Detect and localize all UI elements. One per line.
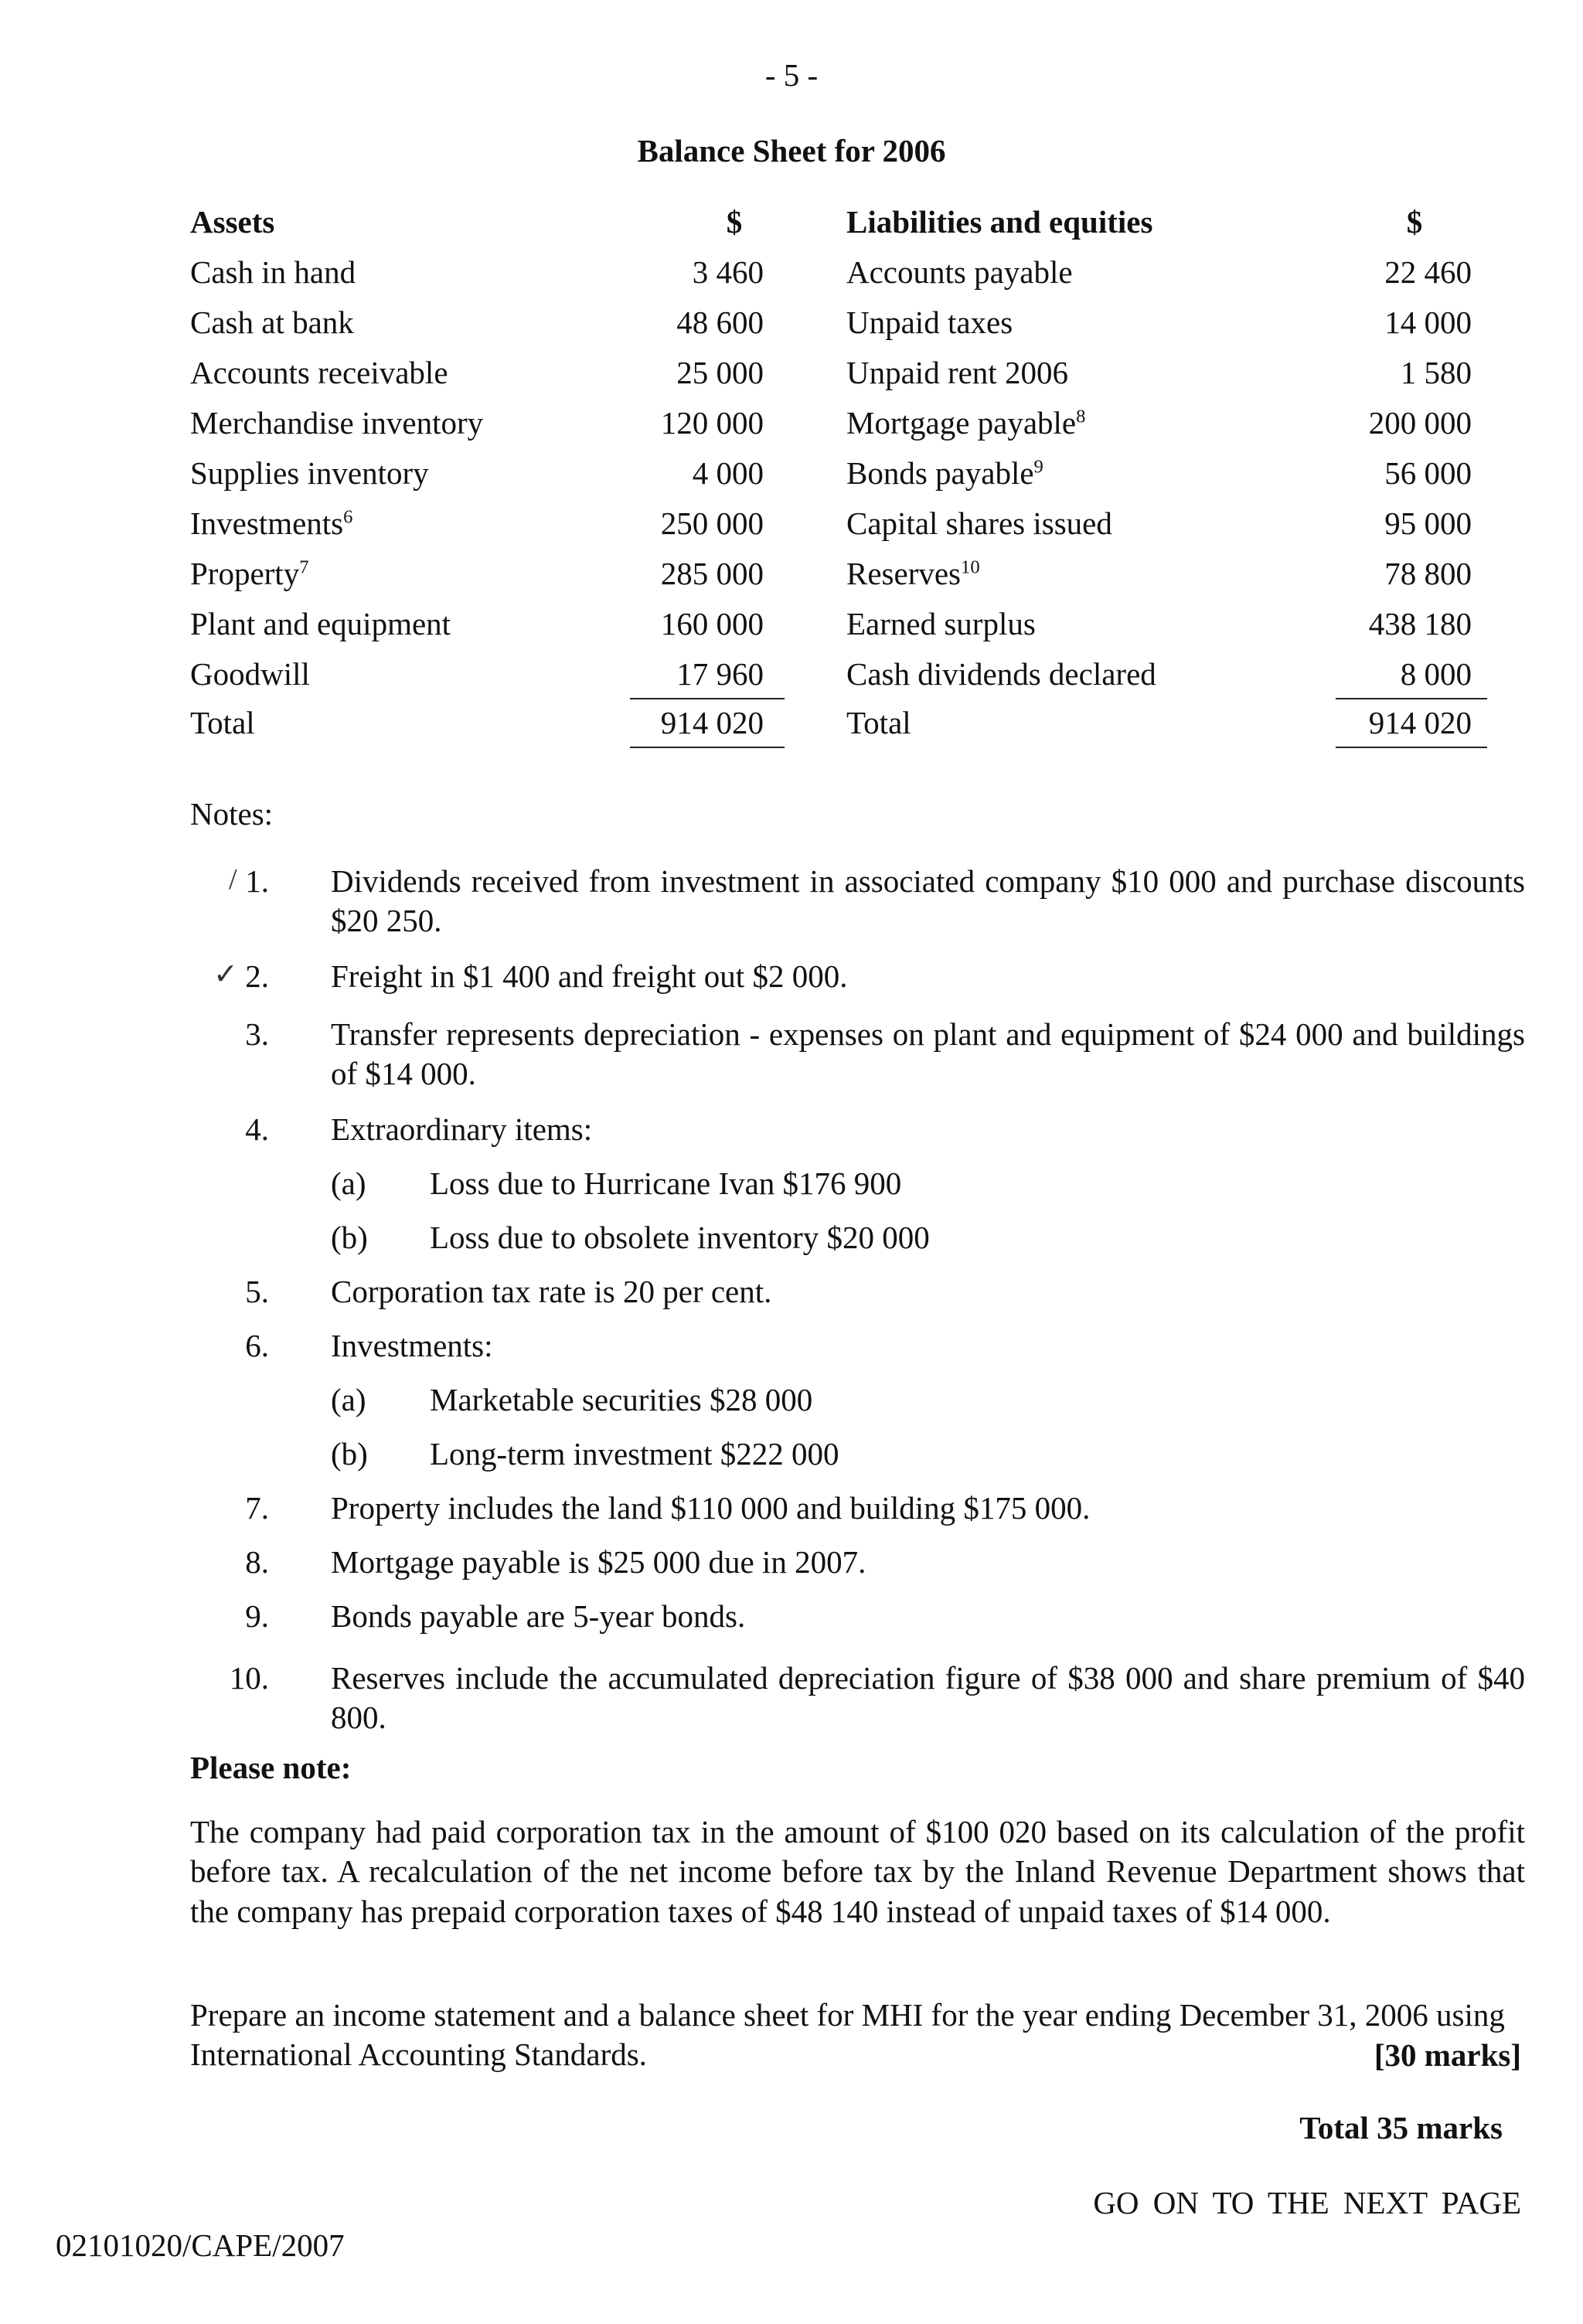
note-number: 9. xyxy=(245,1598,269,1634)
balance-sheet-header-row xyxy=(0,202,1583,253)
please-note-heading: Please note: xyxy=(190,1750,352,1785)
note-text: Mortgage payable is $25 000 due in 2007. xyxy=(331,1544,866,1580)
sub-item-label: (a) xyxy=(331,1382,366,1417)
liability-amount: 95 000 xyxy=(1384,505,1472,541)
footnote-ref: 6 xyxy=(343,506,353,528)
sub-item-text: Loss due to obsolete inventory $20 000 xyxy=(430,1220,930,1255)
assets-total-amount: 914 020 xyxy=(660,705,764,740)
sub-item-label: (b) xyxy=(331,1220,368,1255)
note-text: Transfer represents depreciation - expenses on plant and equipment of $24 000 and buildings of $14 000. xyxy=(331,1016,1525,1092)
sub-item-text: Marketable securities $28 000 xyxy=(430,1382,813,1417)
liability-name-text: Bonds payable xyxy=(846,455,1034,491)
notes-heading: Notes: xyxy=(190,796,274,832)
total-marks: Total 35 marks xyxy=(1299,2110,1503,2145)
balance-sheet-row xyxy=(0,604,1583,655)
asset-name: Supplies inventory xyxy=(190,455,429,491)
liability-name: Unpaid rent 2006 xyxy=(846,355,1068,390)
note-number: 6. xyxy=(245,1328,269,1363)
footnote-ref: 9 xyxy=(1033,456,1043,478)
liability-name: Accounts payable xyxy=(846,254,1073,290)
footnote-ref: 10 xyxy=(961,556,980,578)
liability-amount: 438 180 xyxy=(1368,606,1472,641)
note-number: 1. xyxy=(245,863,269,899)
assets-header: Assets xyxy=(190,204,275,240)
asset-name-text: Investments xyxy=(190,505,344,541)
asset-name: Cash at bank xyxy=(190,305,354,340)
asset-name: Accounts receivable xyxy=(190,355,448,390)
subtotal-rule xyxy=(1336,698,1487,699)
note-text: Investments: xyxy=(331,1328,493,1363)
asset-name: Cash in hand xyxy=(190,254,356,290)
asset-amount: 120 000 xyxy=(660,405,764,441)
liability-amount: 14 000 xyxy=(1384,305,1472,340)
liability-amount: 8 000 xyxy=(1400,656,1472,692)
please-note-paragraph: The company had paid corporation tax in the amount of $100 020 based on its calculation of the profit before tax. A recalculation of the net income before tax by the Inland Revenue Department shows that the company has prepaid corporation taxes of $48 140 instead of unpaid taxes of $14 000. xyxy=(190,1814,1525,1929)
note-text: Bonds payable are 5-year bonds. xyxy=(331,1598,746,1634)
balance-sheet-row xyxy=(0,353,1583,404)
check-mark-icon: / xyxy=(229,863,237,896)
check-mark-icon: ✓ xyxy=(213,958,238,991)
balance-sheet-row xyxy=(0,554,1583,605)
sub-item-text: Loss due to Hurricane Ivan $176 900 xyxy=(430,1165,902,1201)
balance-sheet-row xyxy=(0,303,1583,354)
liability-name-text: Mortgage payable xyxy=(846,405,1077,441)
note-number: 5. xyxy=(245,1274,269,1309)
liability-amount: 56 000 xyxy=(1384,455,1472,491)
total-rule xyxy=(630,747,785,748)
balance-sheet-row xyxy=(0,253,1583,304)
asset-amount: 48 600 xyxy=(676,305,764,340)
footnote-ref: 8 xyxy=(1076,406,1086,427)
note-text: Corporation tax rate is 20 per cent. xyxy=(331,1274,772,1309)
liabilities-header: Liabilities and equities xyxy=(846,204,1153,240)
asset-name: Goodwill xyxy=(190,656,310,692)
note-text: Reserves include the accumulated depreciation figure of $38 000 and share premium of $40 800. xyxy=(331,1660,1525,1736)
balance-sheet-row xyxy=(0,504,1583,555)
liability-amount: 1 580 xyxy=(1400,355,1472,390)
note-number: 10. xyxy=(229,1660,269,1696)
liabilities-total-label: Total xyxy=(846,705,911,740)
balance-sheet-row xyxy=(0,403,1583,454)
liability-name: Earned surplus xyxy=(846,606,1036,641)
asset-amount: 285 000 xyxy=(660,556,764,591)
note-text: Dividends received from investment in associated company $10 000 and purchase discounts $20 250. xyxy=(331,863,1525,939)
liability-amount: 78 800 xyxy=(1384,556,1472,591)
note-number: 7. xyxy=(245,1490,269,1526)
go-on-footer: GO ON TO THE NEXT PAGE xyxy=(1093,2185,1521,2220)
liability-name xyxy=(846,454,1043,493)
note-number: 2. xyxy=(245,958,269,994)
liabilities-currency-header: $ xyxy=(1406,204,1423,240)
liability-amount: 200 000 xyxy=(1368,405,1472,441)
asset-name xyxy=(190,504,352,543)
assets-currency-header: $ xyxy=(726,204,743,240)
note-number: 3. xyxy=(245,1016,269,1052)
total-rule xyxy=(1336,747,1487,748)
page-title: Balance Sheet for 2006 xyxy=(637,133,946,168)
liability-name xyxy=(846,554,980,594)
note-text: Property includes the land $110 000 and building $175 000. xyxy=(331,1490,1091,1526)
liability-amount: 22 460 xyxy=(1384,254,1472,290)
assets-total-label: Total xyxy=(190,705,255,740)
liability-name xyxy=(846,403,1085,443)
asset-name-text: Property xyxy=(190,556,300,591)
liability-name: Unpaid taxes xyxy=(846,305,1013,340)
asset-amount: 3 460 xyxy=(692,254,764,290)
asset-amount: 4 000 xyxy=(692,455,764,491)
sub-item-label: (b) xyxy=(331,1436,368,1472)
footnote-ref: 7 xyxy=(299,556,309,578)
page-number: - 5 - xyxy=(764,57,819,93)
asset-amount: 25 000 xyxy=(676,355,764,390)
note-number: 4. xyxy=(245,1111,269,1147)
instruction-paragraph xyxy=(190,1996,1525,2075)
marks-label: [30 marks] xyxy=(1374,2037,1521,2073)
sub-item-text: Long-term investment $222 000 xyxy=(430,1436,839,1472)
note-number: 8. xyxy=(245,1544,269,1580)
asset-amount: 17 960 xyxy=(676,656,764,692)
paper-code: 02101020/CAPE/2007 xyxy=(56,2227,345,2263)
subtotal-rule xyxy=(630,698,785,699)
note-text: Extraordinary items: xyxy=(331,1111,593,1147)
liability-name-text: Reserves xyxy=(846,556,962,591)
asset-amount: 250 000 xyxy=(660,505,764,541)
asset-name: Plant and equipment xyxy=(190,606,451,641)
asset-name: Merchandise inventory xyxy=(190,405,484,441)
note-text: Freight in $1 400 and freight out $2 000. xyxy=(331,958,848,994)
asset-name xyxy=(190,554,309,594)
asset-amount: 160 000 xyxy=(660,606,764,641)
balance-sheet-row xyxy=(0,454,1583,505)
liability-name: Cash dividends declared xyxy=(846,656,1156,692)
instruction-text: Prepare an income statement and a balance sheet for MHI for the year ending December 31, 2006 using International Accounting Standards. xyxy=(190,1997,1505,2073)
liabilities-total-amount: 914 020 xyxy=(1368,705,1472,740)
sub-item-label: (a) xyxy=(331,1165,366,1201)
liability-name: Capital shares issued xyxy=(846,505,1112,541)
